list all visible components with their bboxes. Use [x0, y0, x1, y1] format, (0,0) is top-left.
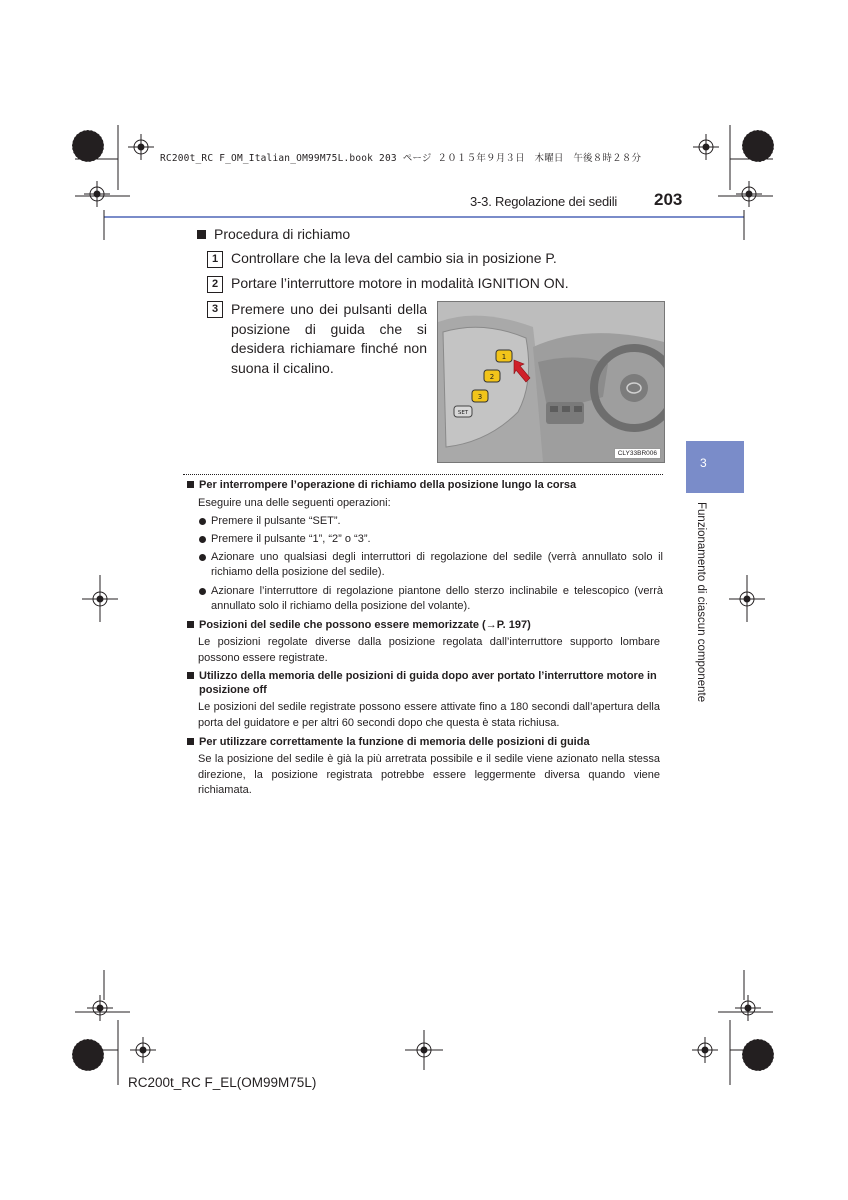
figure-code: CLY33BR006 — [614, 448, 661, 459]
note-body: Eseguire una delle seguenti operazioni: — [198, 497, 391, 509]
starburst-mark-icon — [72, 130, 774, 1071]
print-info: RC200t_RC F_OM_Italian_OM99M75L.book 203 ページ ２０１５年９月３日 木曜日 午後８時２８分 — [160, 153, 642, 164]
step-number: 1 — [207, 251, 223, 268]
note-body: Le posizioni del sedile registrate possono essere attivate fino a 180 secondi dall’apertura della porta del guidatore e per altri 60 secondi dopo che questa è stata richiusa. — [198, 701, 660, 729]
chapter-label: Funzionamento di ciascun componente — [695, 502, 707, 703]
step-text: Premere uno dei pulsanti della posizione di guida che si desidera richiamare finché non suona il cicalino. — [231, 301, 427, 376]
note-heading: Per utilizzare correttamente la funzione di memoria delle posizioni di guida — [187, 735, 664, 749]
list-item: Azionare uno qualsiasi degli interruttori di regolazione del sedile (verrà annullato solo il richiamo della posizione del sedile). — [198, 550, 663, 580]
list-item: Azionare l’interruttore di regolazione piantone dello sterzo inclinabile e telescopico (verrà annullato solo il richiamo della posizione del volante). — [198, 584, 663, 614]
svg-text:3: 3 — [477, 393, 483, 401]
registration-mark-icon — [82, 134, 765, 1070]
svg-text:SET: SET — [457, 410, 469, 416]
svg-text:1: 1 — [501, 353, 507, 361]
chapter-number: 3 — [700, 456, 707, 470]
note-heading: Utilizzo della memoria delle posizioni di guida dopo aver portato l’interruttore motore in posizione off — [187, 669, 664, 697]
step-number: 3 — [207, 301, 223, 318]
page-number: 203 — [654, 190, 683, 209]
step-text: Controllare che la leva del cambio sia in posizione P. — [231, 250, 557, 266]
list-item: Premere il pulsante “1”, “2” o “3”. — [198, 532, 663, 547]
step-number: 2 — [207, 276, 223, 293]
procedure-title: Procedura di richiamo — [214, 226, 351, 242]
note-body: Le posizioni regolate diverse dalla posizione regolata dall’interruttore supporto lombare possono essere registrate. — [198, 636, 660, 664]
step-text: Portare l’interruttore motore in modalità IGNITION ON. — [231, 275, 569, 291]
note-heading: Per interrompere l’operazione di richiamo della posizione lungo la corsa — [187, 478, 664, 492]
svg-text:2: 2 — [489, 373, 495, 381]
list-item: Premere il pulsante “SET”. — [198, 514, 663, 529]
note-heading: Posizioni del sedile che possono essere memorizzate (→P. 197) — [187, 618, 664, 632]
note-body: Se la posizione del sedile è già la più arretrata possibile e il sedile viene azionato nella stessa direzione, la posizione registrata potrebbe essere leggermente diversa quando viene richiamata. — [198, 753, 660, 796]
footer-model: RC200t_RC F_EL(OM99M75L) — [128, 1075, 317, 1090]
section-title: 3-3. Regolazione dei sedili — [470, 194, 618, 209]
